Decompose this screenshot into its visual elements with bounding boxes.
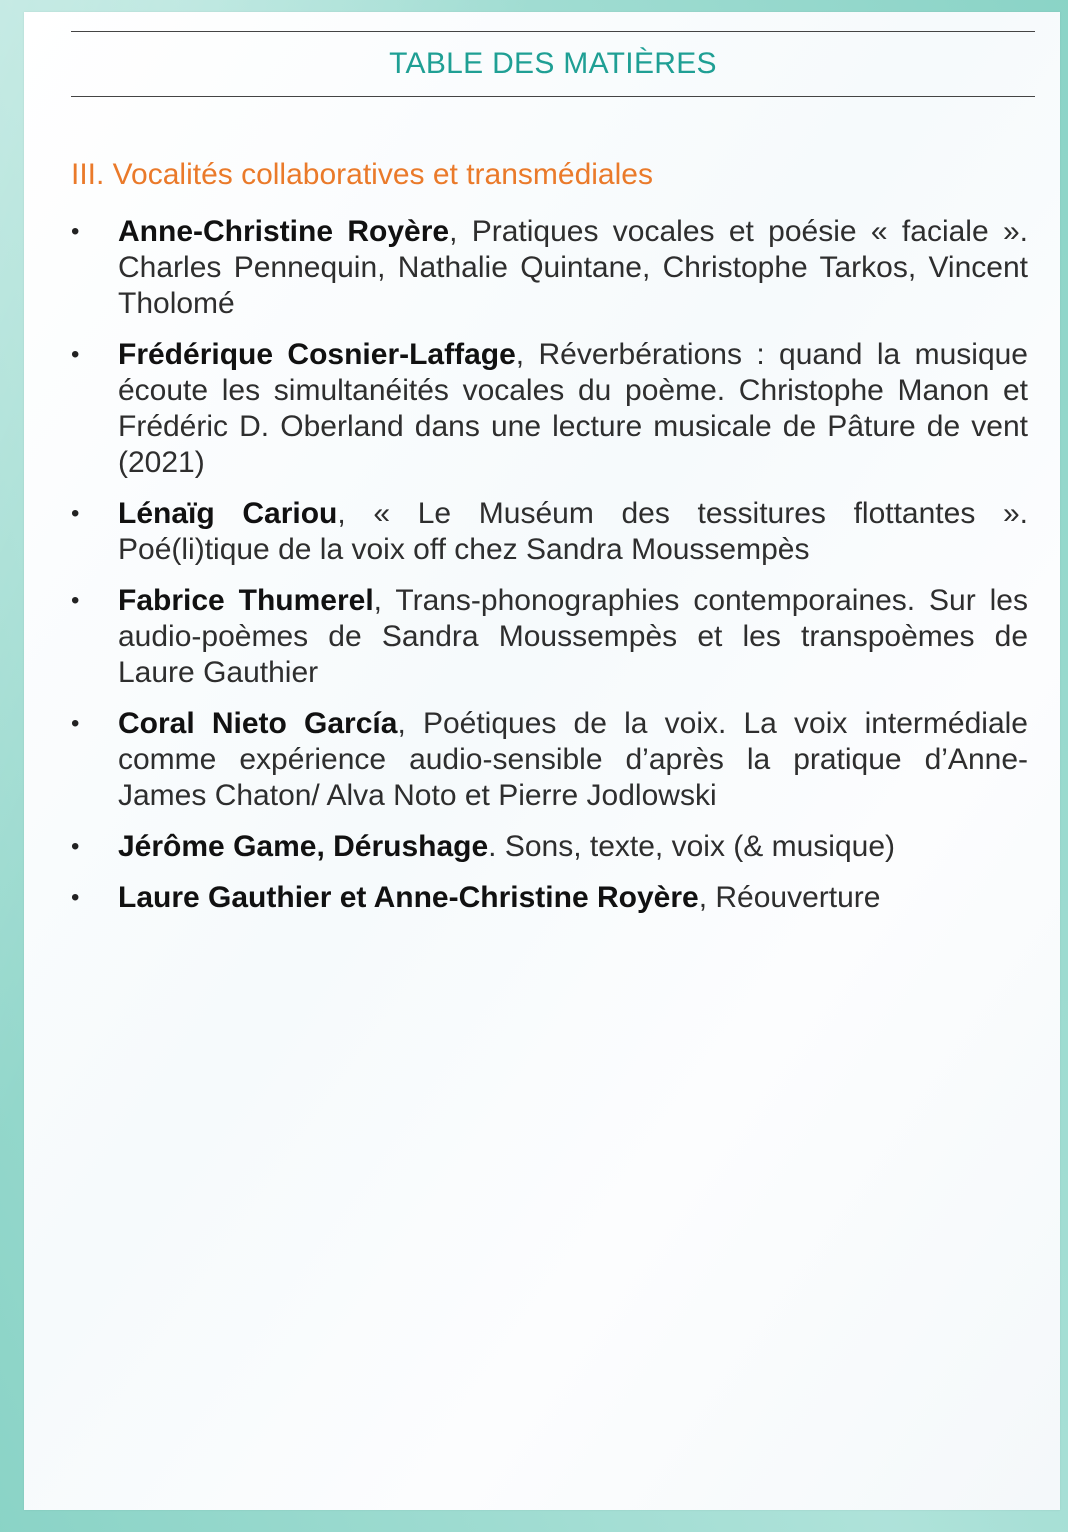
entry-title: , Réouverture xyxy=(698,881,881,914)
entry-title: , Réverbérations : quand la musique écoute les simultanéités vocales du poème. Christophe Manon et Frédéric D. Oberland dans une lecture musicale de Pâture de vent (2021) xyxy=(118,338,1028,479)
entry-author: Jérôme Game, Dérushage xyxy=(118,830,489,863)
bullet-icon: • xyxy=(71,710,80,737)
entry-author: Coral Nieto García xyxy=(118,707,398,740)
entry-author: Anne-Christine Royère xyxy=(118,215,450,248)
bullet-icon: • xyxy=(71,500,80,527)
toc-entry xyxy=(71,829,1028,865)
bullet-icon: • xyxy=(71,884,80,911)
bullet-icon: • xyxy=(71,833,80,860)
entry-title: , Trans-phonographies contemporaines. Sur les audio-poèmes de Sandra Moussempès et les transpoèmes de Laure Gauthier xyxy=(118,584,1028,689)
entry-title: , « Le Muséum des tessitures flottantes ». Poé(li)tique de la voix off chez Sandra Moussempès xyxy=(118,497,1029,566)
entry-author: Fabrice Thumerel xyxy=(118,584,374,617)
entry-title: . Sons, texte, voix (& musique) xyxy=(488,830,896,863)
entry-title: , Poétiques de la voix. La voix intermédiale comme expérience audio-sensible d’après la pratique d’Anne-James Chaton/ Alva Noto et Pierre Jodlowski xyxy=(118,707,1028,812)
section-title: III. Vocalités collaboratives et transmédiales xyxy=(71,158,653,191)
toc-entry xyxy=(71,496,1028,568)
entry-author: Frédérique Cosnier-Laffage xyxy=(118,338,516,371)
bullet-icon: • xyxy=(71,587,80,614)
entry-title: , Pratiques vocales et poésie « faciale ». Charles Pennequin, Nathalie Quintane, Christophe Tarkos, Vincent Tholomé xyxy=(118,215,1028,320)
toc-entry xyxy=(71,583,1028,691)
entry-author: Lénaïg Cariou xyxy=(118,497,338,530)
toc-entry xyxy=(71,337,1028,481)
entry-author: Laure Gauthier et Anne-Christine Royère xyxy=(118,881,699,914)
toc-entry-list xyxy=(71,214,1028,931)
bullet-icon: • xyxy=(71,341,80,368)
bullet-icon: • xyxy=(71,218,80,245)
toc-entry xyxy=(71,214,1028,322)
toc-entry xyxy=(71,880,1028,916)
toc-header-title: TABLE DES MATIÈRES xyxy=(389,47,717,80)
toc-header xyxy=(71,31,1035,97)
toc-entry xyxy=(71,706,1028,814)
document-page xyxy=(24,12,1060,1510)
